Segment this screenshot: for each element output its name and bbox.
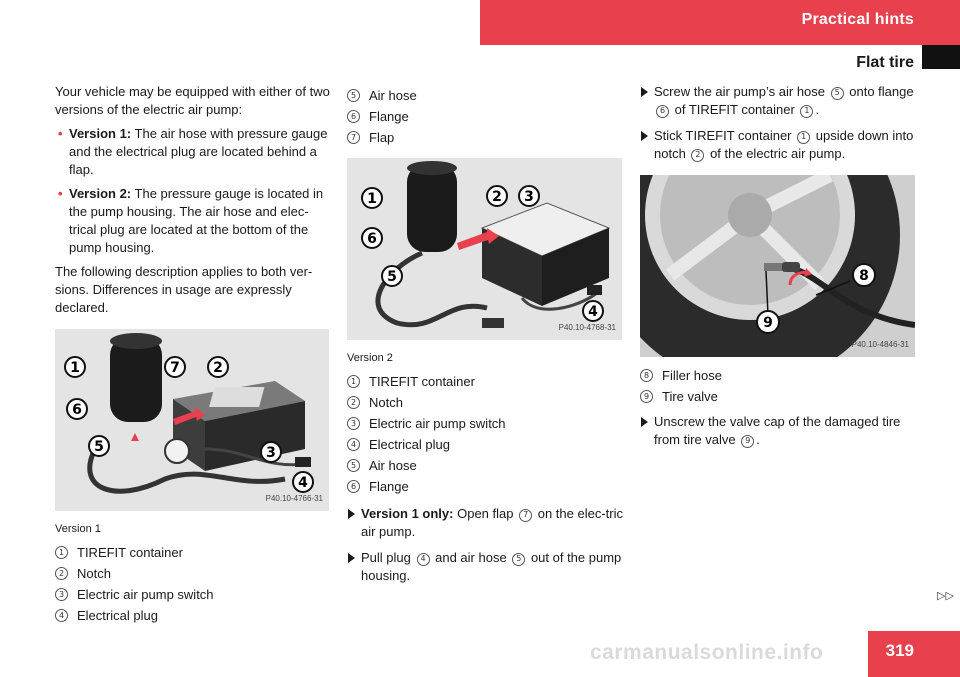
svg-text:3: 3 — [266, 445, 276, 461]
callout-number: 1 — [347, 375, 360, 388]
step-text: Stick TIREFIT container — [654, 128, 792, 143]
callout-number: 1 — [797, 131, 810, 144]
step-text: on the elec-tric air pump. — [361, 506, 623, 539]
instruction-step — [640, 127, 916, 163]
bullet-label: Version 1: — [69, 126, 132, 141]
legend-text: Filler hose — [662, 367, 722, 383]
figure-caption: Version 1 — [55, 523, 101, 535]
callout-number: 4 — [347, 438, 360, 451]
step-text: . — [815, 102, 820, 117]
legend-item — [347, 455, 623, 476]
step-arrow-icon — [641, 87, 648, 97]
svg-text:1: 1 — [70, 360, 80, 376]
legend-text: Electrical plug — [77, 607, 158, 623]
figure-caption: Version 2 — [347, 352, 393, 364]
legend-text: Flange — [369, 478, 409, 494]
legend-item — [347, 392, 623, 413]
callout-number: 6 — [656, 105, 669, 118]
svg-text:7: 7 — [170, 360, 180, 376]
column-2 — [347, 85, 623, 593]
figure-version-2 — [347, 158, 622, 340]
step-arrow-icon — [641, 131, 648, 141]
instruction-step — [347, 505, 623, 541]
callout-number: 5 — [831, 87, 844, 100]
svg-text:4: 4 — [298, 475, 308, 491]
figure-code: P40.10-4766-31 — [265, 494, 323, 503]
legend-text: Tire valve — [662, 388, 718, 404]
step-arrow-icon — [641, 417, 648, 427]
legend-text: Notch — [77, 565, 111, 581]
section-title: Practical hints — [801, 11, 914, 28]
air-pump-v2-illustration — [347, 158, 622, 340]
bullet-text: The pressure gauge is located in the pump housing. The air hose and elec-trical plug are located at the bottom of the pump housing. — [69, 186, 324, 255]
legend-item — [640, 365, 916, 386]
legend-item — [347, 85, 623, 106]
figure-version-1 — [55, 329, 329, 511]
callout-number: 7 — [347, 131, 360, 144]
watermark: carmanualsonline.info — [590, 641, 824, 664]
page-title: Flat tire — [856, 54, 914, 71]
callout-number: 2 — [347, 396, 360, 409]
svg-text:2: 2 — [492, 189, 502, 205]
step-text: of the electric air pump. — [710, 146, 846, 161]
legend-text: Electrical plug — [369, 436, 450, 452]
legend-text: Electric air pump switch — [77, 586, 214, 602]
figure-tire-valve — [640, 175, 915, 357]
step-arrow-icon — [348, 553, 355, 563]
svg-text:9: 9 — [763, 315, 773, 331]
legend-text: Air hose — [369, 457, 417, 473]
instruction-step — [640, 413, 916, 449]
bullet-dot-icon: • — [58, 186, 63, 201]
legend-item — [55, 584, 330, 605]
callout-number: 9 — [741, 435, 754, 448]
callout-number: 5 — [347, 459, 360, 472]
legend-item — [347, 476, 623, 497]
legend-text: Air hose — [369, 87, 417, 103]
header-bar — [480, 0, 960, 45]
callout-number: 2 — [691, 149, 704, 162]
step-text: upside down into notch — [654, 128, 914, 161]
callout-number: 2 — [55, 567, 68, 580]
callout-number: 6 — [347, 480, 360, 493]
legend-item — [347, 434, 623, 455]
bullet-dot-icon: • — [58, 126, 63, 141]
step-text: . — [756, 432, 760, 447]
step-text: out of the pump housing. — [361, 550, 622, 583]
page-number: 319 — [885, 641, 914, 660]
legend-text: TIREFIT container — [369, 373, 475, 389]
following-paragraph: The following description applies to both ver-sions. Differences in usage are expressly declared. — [55, 264, 313, 315]
figure-code: P40.10-4768-31 — [558, 323, 616, 332]
bullet-version-1 — [55, 125, 330, 179]
intro-paragraph: Your vehicle may be equipped with either of two versions of the electric air pump: — [55, 84, 330, 117]
svg-text:6: 6 — [72, 402, 82, 418]
callout-number: 5 — [512, 553, 525, 566]
legend-text: Flange — [369, 108, 409, 124]
callout-number: 4 — [417, 553, 430, 566]
step-text: Unscrew the valve cap of the damaged tire from tire valve — [654, 414, 901, 447]
step-arrow-icon — [348, 509, 355, 519]
tire-valve-illustration — [640, 175, 915, 357]
legend-text: Electric air pump switch — [369, 415, 506, 431]
step-text: onto flange — [849, 84, 914, 99]
legend-item — [347, 371, 623, 392]
column-3 — [640, 83, 916, 457]
callout-number: 9 — [640, 390, 653, 403]
svg-text:8: 8 — [859, 268, 869, 284]
legend-item — [55, 605, 330, 626]
figure-code: P40.10-4846-31 — [851, 340, 909, 349]
legend-item — [347, 127, 623, 148]
callout-number: 1 — [55, 546, 68, 559]
svg-text:5: 5 — [94, 439, 104, 455]
callout-number: 4 — [55, 609, 68, 622]
svg-text:5: 5 — [387, 269, 397, 285]
bullet-text: The air hose with pressure gauge and the electrical plug are located behind a flap. — [69, 126, 328, 177]
legend-text: TIREFIT container — [77, 544, 183, 560]
continue-arrow-icon: ▷▷ — [937, 590, 954, 602]
bullet-label: Version 2: — [69, 186, 132, 201]
callout-number: 8 — [640, 369, 653, 382]
step-label: Version 1 only: — [361, 506, 454, 521]
svg-text:4: 4 — [588, 304, 598, 320]
callout-number: 3 — [347, 417, 360, 430]
svg-text:1: 1 — [367, 191, 377, 207]
callout-number: 7 — [519, 509, 532, 522]
thumb-tab — [922, 45, 960, 69]
instruction-step — [640, 83, 916, 119]
legend-item — [640, 386, 916, 407]
column-1 — [55, 83, 330, 626]
bullet-version-2 — [55, 185, 330, 257]
legend-text: Flap — [369, 129, 395, 145]
step-text: of TIREFIT container — [674, 102, 795, 117]
step-text: Screw the air pump’s air hose — [654, 84, 826, 99]
legend-item — [55, 542, 330, 563]
air-pump-v1-illustration — [55, 329, 329, 511]
callout-number: 5 — [347, 89, 360, 102]
step-text: and air hose — [435, 550, 507, 565]
legend-item — [347, 413, 623, 434]
instruction-step — [347, 549, 623, 585]
callout-number: 1 — [800, 105, 813, 118]
svg-text:3: 3 — [524, 189, 534, 205]
page-number-box — [868, 631, 960, 677]
legend-item — [347, 106, 623, 127]
legend-text: Notch — [369, 394, 403, 410]
svg-text:2: 2 — [213, 360, 223, 376]
callout-number: 3 — [55, 588, 68, 601]
step-text: Open flap — [457, 506, 514, 521]
legend-item — [55, 563, 330, 584]
svg-text:6: 6 — [367, 231, 377, 247]
step-text: Pull plug — [361, 550, 411, 565]
callout-number: 6 — [347, 110, 360, 123]
